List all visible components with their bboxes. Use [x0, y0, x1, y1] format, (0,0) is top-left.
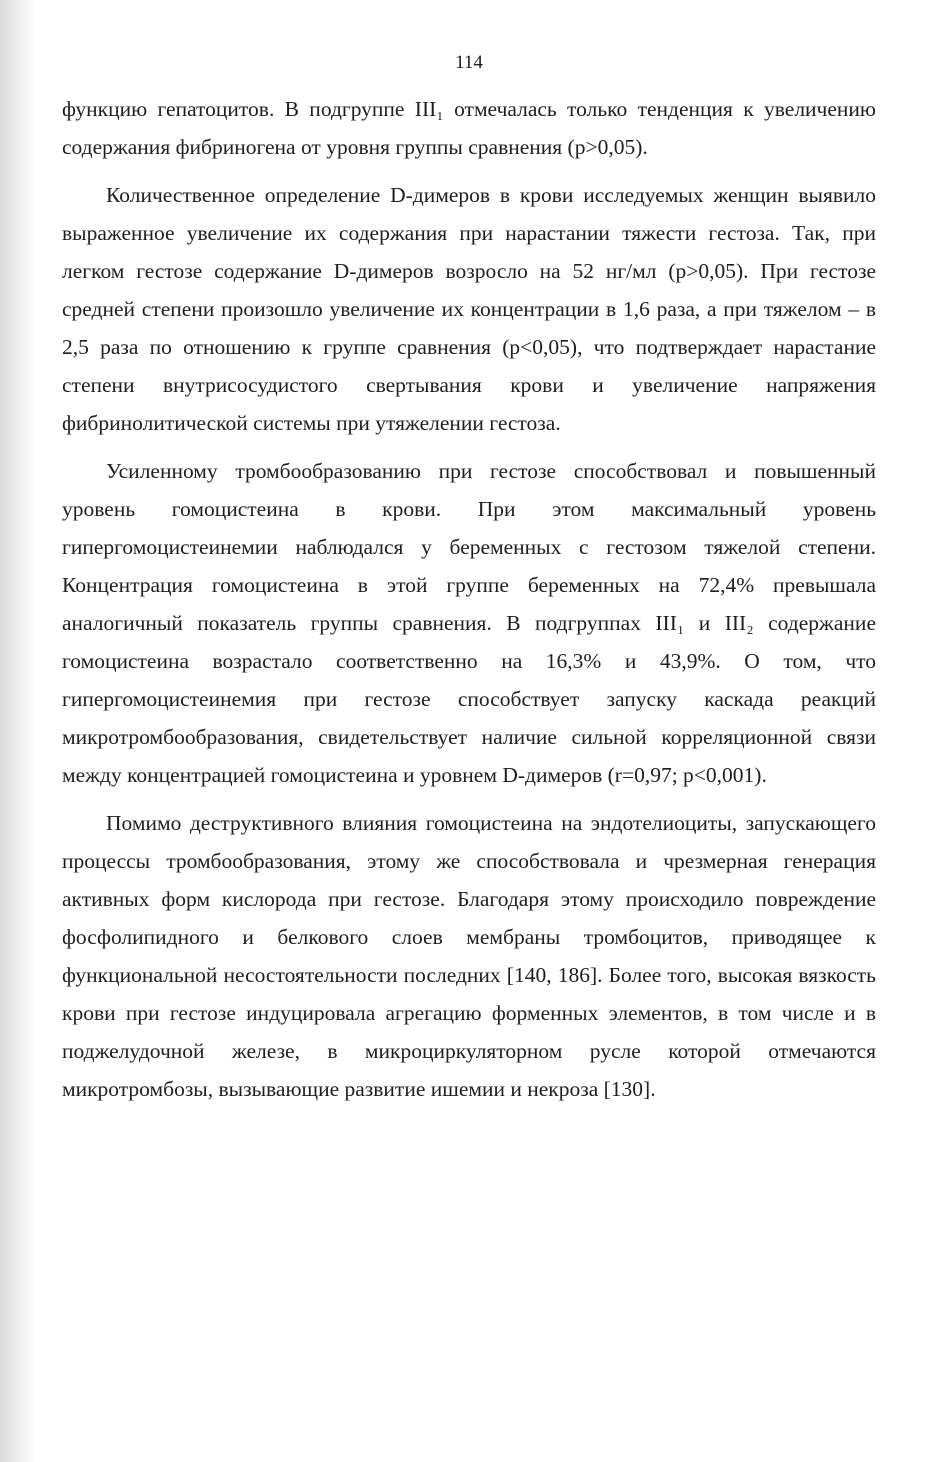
- document-page: [62, 50, 876, 1118]
- paragraph-continuation: функцию гепатоцитов. В подгруппе III₁ отмечалась только тенденция к увеличению содержания фибриногена от уровня группы сравнения (p>0,05).: [62, 97, 876, 159]
- paragraph-homocysteine: Усиленному тромбообразованию при гестозе способствовал и повышенный уровень гомоцистеина в крови. При этом максимальный уровень гипергомоцистеинемии наблюдался у беременных с гестозом тяжелой степени. Концентрация гомоцистеина в этой группе беременных на 72,4% превышала аналогичный показатель группы сравнения. В подгруппах III₁ и III₂ содержание гомоцистеина возрастало соответственно на 16,3% и 43,9%. О том, что гипергомоцистеинемия при гестозе способствует запуску каскада реакций микротромбообразования, свидетельствует наличие сильной корреляционной связи между концентрацией гомоцистеина и уровнем D-димеров (r=0,97; p<0,001).: [62, 459, 876, 787]
- page-binding-shadow: [0, 0, 34, 1462]
- paragraph-reactive-oxygen: Помимо деструктивного влияния гомоцистеина на эндотелиоциты, запускающего процессы тромбообразования, этому же способствовала и чрезмерная генерация активных форм кислорода при гестозе. Благодаря этому происходило повреждение фосфолипидного и белкового слоев мембраны тромбоцитов, приводящее к функциональной несостоятельности последних [140, 186]. Более того, высокая вязкость крови при гестозе индуцировала агрегацию форменных элементов, в том числе и в поджелудочной железе, в микроциркуляторном русле которой отмечаются микротромбозы, вызывающие развитие ишемии и некроза [130].: [62, 811, 876, 1101]
- page-number: 114: [455, 52, 483, 73]
- paragraph-d-dimers: Количественное определение D-димеров в крови исследуемых женщин выявило выраженное увеличение их содержания при нарастании тяжести гестоза. Так, при легком гестозе содержание D-димеров возросло на 52 нг/мл (p>0,05). При гестозе средней степени произошло увеличение их концентрации в 1,6 раза, а при тяжелом – в 2,5 раза по отношению к группе сравнения (p<0,05), что подтверждает нарастание степени внутрисосудистого свертывания крови и увеличение напряжения фибринолитической системы при утяжелении гестоза.: [62, 183, 876, 435]
